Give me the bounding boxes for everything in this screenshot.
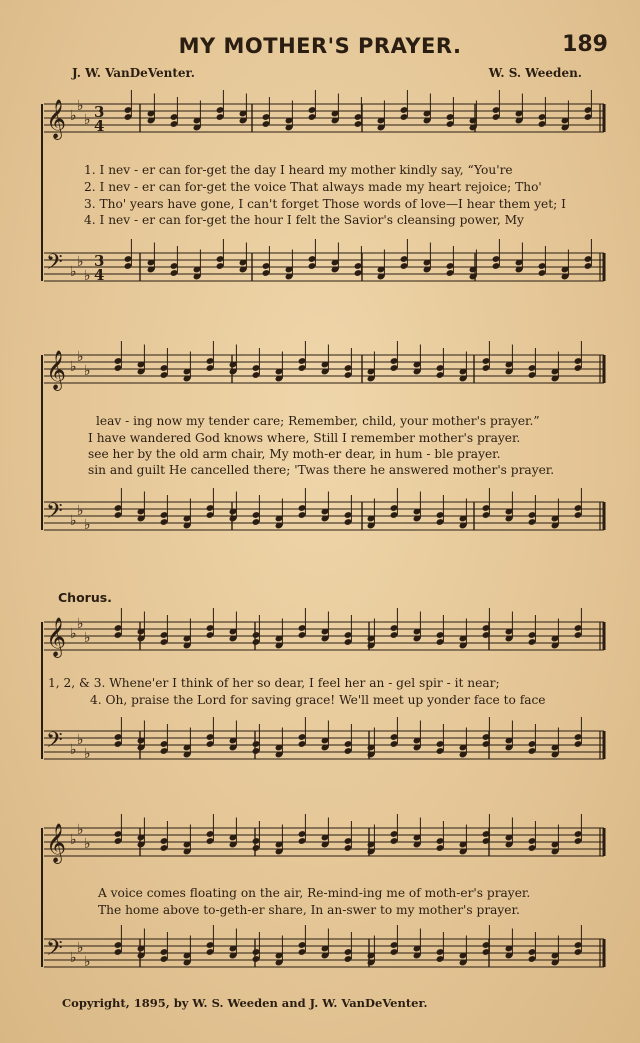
lyric-line: 1. I nev - er can for-get the day I heard my mother kindly say, “You're (84, 163, 513, 177)
flat-icon: ♭ (77, 349, 84, 365)
lyric-line: leav - ing now my tender care; Remember, child, your mother's prayer.” (96, 414, 540, 428)
treble-clef-icon: 𝄞 (46, 350, 67, 390)
time-signature-top: 3 (94, 252, 105, 270)
flat-icon: ♭ (84, 954, 91, 970)
flat-icon: ♭ (77, 616, 84, 632)
treble-clef-icon: 𝄞 (46, 617, 67, 657)
lyricist-credit: J. W. VanDeVenter. (72, 66, 195, 80)
flat-icon: ♭ (77, 940, 84, 956)
lyric-line: 4. I nev - er can for-get the hour I felt the Savior's cleansing power, My (84, 213, 524, 227)
hymn-title: MY MOTHER'S PRAYER. (178, 34, 462, 58)
flat-icon: ♭ (84, 112, 91, 128)
flat-icon: ♭ (84, 363, 91, 379)
lyric-line: A voice comes floating on the air, Re-mind-ing me of moth-er's prayer. (98, 886, 531, 900)
chorus-label: Chorus. (58, 590, 112, 605)
lyric-line: I have wandered God knows where, Still I remember mother's prayer. (88, 431, 521, 445)
lyric-line: see her by the old arm chair, My moth-er dear, in hum - ble prayer. (88, 447, 501, 461)
composer-credit: W. S. Weeden. (488, 66, 582, 80)
flat-icon: ♭ (77, 822, 84, 838)
flat-icon: ♭ (77, 98, 84, 114)
copyright-notice: Copyright, 1895, by W. S. Weeden and J. W. VanDeVenter. (62, 996, 428, 1010)
flat-icon: ♭ (70, 950, 77, 966)
time-signature-bottom: 4 (94, 117, 105, 135)
flat-icon: ♭ (84, 630, 91, 646)
flat-icon: ♭ (70, 359, 77, 375)
treble-clef-icon: 𝄞 (46, 99, 67, 139)
lyric-line: 2. I nev - er can for-get the voice That always made my heart rejoice; Tho' (84, 180, 542, 194)
flat-icon: ♭ (70, 832, 77, 848)
flat-icon: ♭ (77, 732, 84, 748)
flat-icon: ♭ (70, 513, 77, 529)
flat-icon: ♭ (70, 626, 77, 642)
flat-icon: ♭ (70, 264, 77, 280)
flat-icon: ♭ (77, 254, 84, 270)
flat-icon: ♭ (84, 746, 91, 762)
time-signature-top: 3 (94, 103, 105, 121)
lyric-line: 3. Tho' years have gone, I can't forget Those words of love—I hear them yet; I (84, 197, 566, 211)
flat-icon: ♭ (84, 517, 91, 533)
lyric-line: sin and guilt He cancelled there; 'Twas there he answered mother's prayer. (88, 463, 555, 477)
bass-clef-icon: 𝄢 (46, 499, 63, 529)
time-signature-bottom: 4 (94, 266, 105, 284)
treble-clef-icon: 𝄞 (46, 823, 67, 863)
flat-icon: ♭ (84, 268, 91, 284)
flat-icon: ♭ (84, 836, 91, 852)
lyric-line: 1, 2, & 3. Whene'er I think of her so dear, I feel her an - gel spir - it near; (48, 676, 500, 690)
flat-icon: ♭ (70, 108, 77, 124)
flat-icon: ♭ (77, 503, 84, 519)
page-number: 189 (562, 32, 608, 57)
lyric-line: 4. Oh, praise the Lord for saving grace! We'll meet up yonder face to face (90, 693, 546, 707)
flat-icon: ♭ (70, 742, 77, 758)
bass-clef-icon: 𝄢 (46, 728, 63, 758)
bass-clef-icon: 𝄢 (46, 936, 63, 966)
lyric-line: The home above to-geth-er share, In an-swer to my mother's prayer. (98, 903, 520, 917)
bass-clef-icon: 𝄢 (46, 250, 63, 280)
